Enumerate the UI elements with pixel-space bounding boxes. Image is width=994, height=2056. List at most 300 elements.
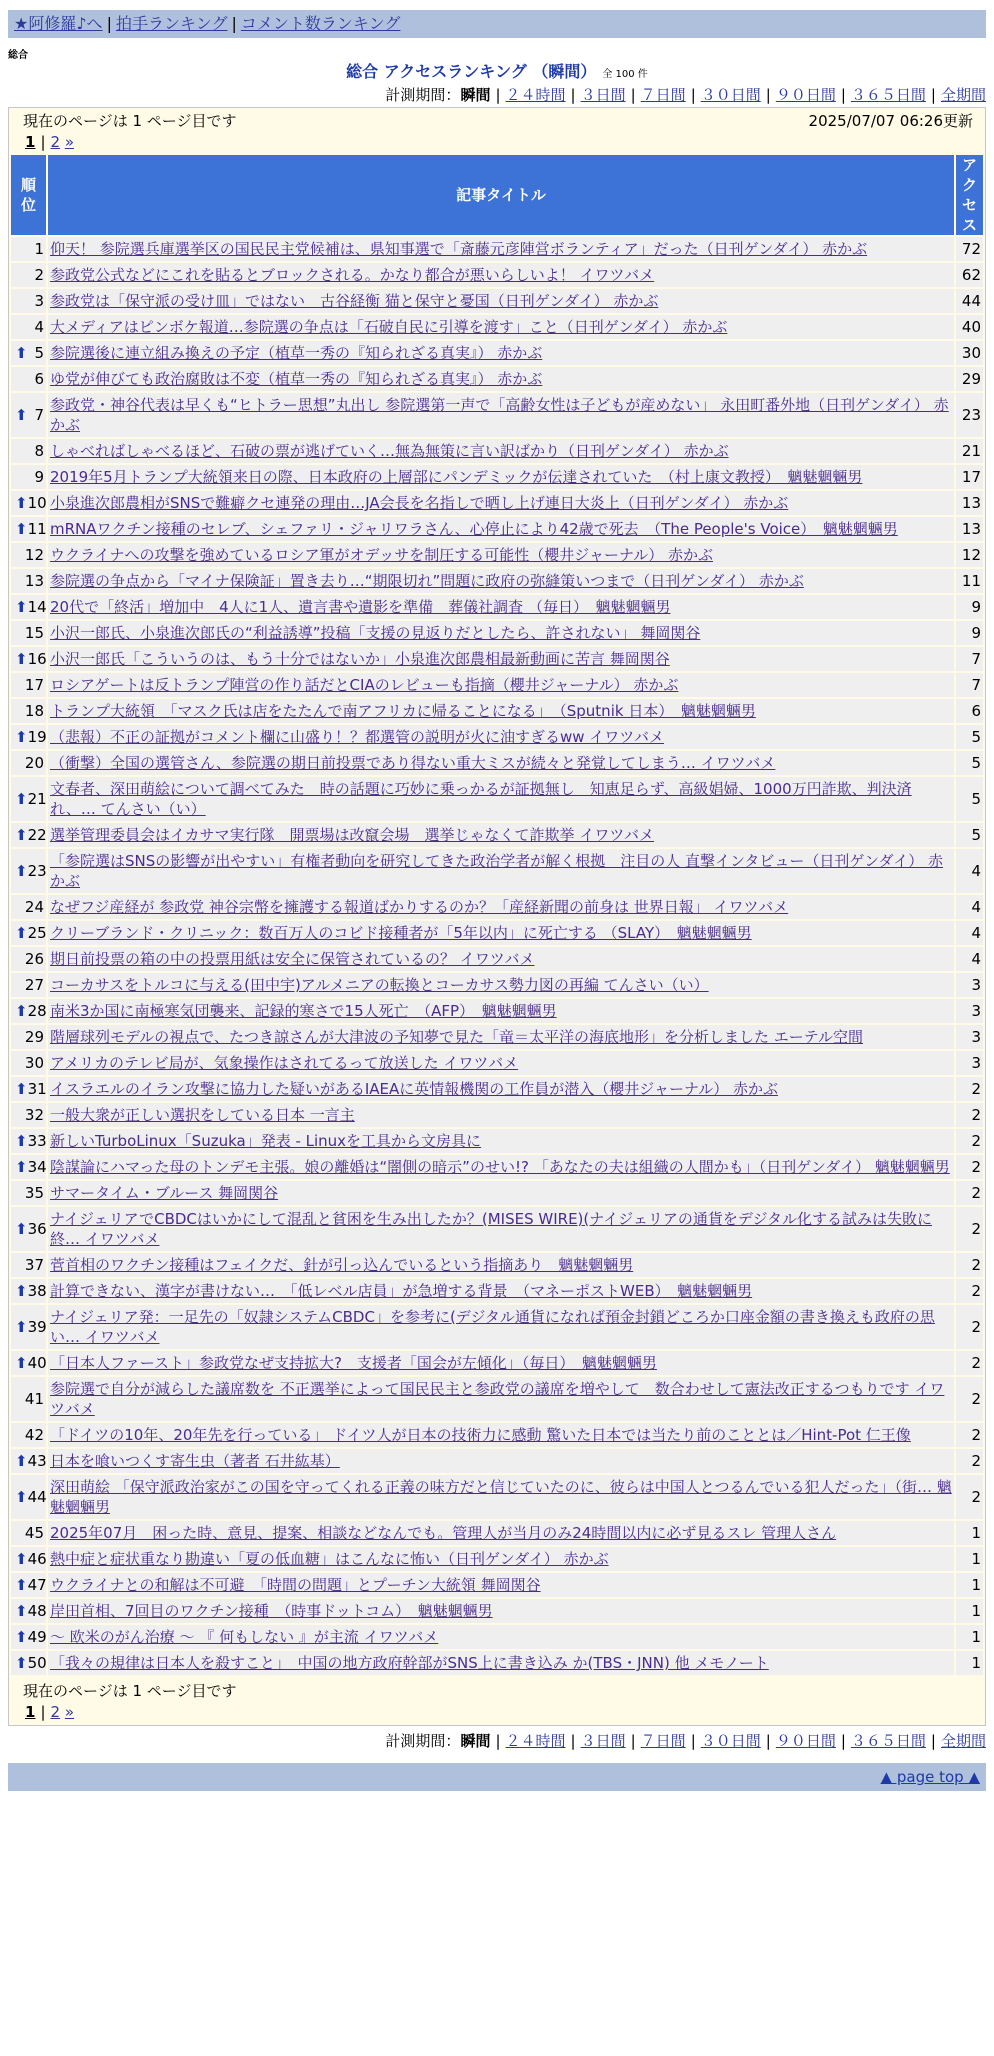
access-count: 1 bbox=[956, 1625, 983, 1649]
rank-cell bbox=[11, 621, 46, 645]
rank-number: 40 bbox=[27, 1354, 47, 1372]
access-count: 5 bbox=[956, 751, 983, 775]
period-link[interactable]: 全期間 bbox=[940, 1732, 986, 1750]
period-link[interactable]: ９０日間 bbox=[775, 86, 836, 104]
article-link[interactable]: 選挙管理委員会はイカサマ実行隊 開票場は改竄会場 選挙じゃなくて詐欺挙 イワツバメ bbox=[50, 826, 655, 844]
rank-number: 2 bbox=[34, 266, 44, 284]
article-link[interactable]: ナイジェリア発：一足先の「奴隷システムCBDC」を参考に(デジタル通貨になれば預金封鎖どころか口座金額の書き換えも政府の思い… イワツバメ bbox=[50, 1308, 935, 1346]
title-cell bbox=[48, 1051, 954, 1075]
title-cell bbox=[48, 1207, 954, 1251]
title-cell bbox=[48, 1573, 954, 1597]
title-cell bbox=[48, 895, 954, 919]
article-link[interactable]: 一般大衆が正しい選択をしている日本 一言主 bbox=[50, 1106, 355, 1124]
title-cell bbox=[48, 289, 954, 313]
top-nav-bar bbox=[8, 10, 986, 38]
access-count: 2 bbox=[956, 1475, 983, 1519]
table-row bbox=[11, 341, 983, 365]
rank-number: 4 bbox=[34, 318, 44, 336]
period-link[interactable]: ２４時間 bbox=[505, 1732, 566, 1750]
period-label: 計測期間： bbox=[385, 86, 461, 104]
rank-cell bbox=[11, 1279, 46, 1303]
period-current: 瞬間 bbox=[460, 1732, 491, 1750]
rank-cell bbox=[11, 289, 46, 313]
access-count: 9 bbox=[956, 621, 983, 645]
rank-number: 45 bbox=[24, 1524, 44, 1542]
table-header-row bbox=[11, 155, 983, 235]
title-cell bbox=[48, 543, 954, 567]
article-link[interactable]: アメリカのテレビ局が、気象操作はされてるって放送した イワツバメ bbox=[50, 1054, 519, 1072]
article-link[interactable]: 「参院選はSNSの影響が出やすい」有権者動向を研究してきた政治学者が解く根拠 注目の人 直撃インタビュー（日刊ゲンダイ） 赤かぶ bbox=[50, 852, 944, 890]
period-link[interactable]: ３日間 bbox=[580, 1732, 626, 1750]
table-row bbox=[11, 947, 983, 971]
page-top-link[interactable]: ▲ page top ▲ bbox=[880, 1768, 980, 1786]
title-cell bbox=[48, 1155, 954, 1179]
access-count: 2 bbox=[956, 1207, 983, 1251]
article-link[interactable]: 熱中症と症状重なり勘違い「夏の低血糖」はこんなに怖い（日刊ゲンダイ） 赤かぶ bbox=[50, 1550, 609, 1568]
rank-number: 33 bbox=[27, 1132, 47, 1150]
rank-cell bbox=[11, 849, 46, 893]
article-link[interactable]: 参院選後に連立組み換えの予定（植草一秀の『知られざる真実』） 赤かぶ bbox=[50, 344, 543, 362]
table-row bbox=[11, 491, 983, 515]
rank-cell bbox=[11, 1449, 46, 1473]
next-page-link[interactable]: » bbox=[64, 1703, 75, 1721]
article-link[interactable]: 小沢一郎氏「こういうのは、もう十分ではないか」小泉進次郎農相最新動画に苦言 舞岡関谷 bbox=[50, 650, 670, 668]
article-link[interactable]: 南米3か国に南極寒気団襲来、記録的寒さで15人死亡 （AFP） 魑魅魍魎男 bbox=[50, 1002, 557, 1020]
title-cell bbox=[48, 1625, 954, 1649]
table-row bbox=[11, 1279, 983, 1303]
rank-up-arrow-icon: ⬆ bbox=[15, 344, 28, 362]
rank-cell bbox=[11, 595, 46, 619]
rank-number: 34 bbox=[27, 1158, 47, 1176]
rank-cell bbox=[11, 569, 46, 593]
column-title: 記事タイトル bbox=[48, 155, 954, 235]
table-row bbox=[11, 1155, 983, 1179]
table-row bbox=[11, 1423, 983, 1447]
rank-up-arrow-icon: ⬆ bbox=[15, 520, 28, 538]
title-cell bbox=[48, 315, 954, 339]
title-cell bbox=[48, 1103, 954, 1127]
period-link[interactable]: ３６５日間 bbox=[850, 1732, 926, 1750]
article-link[interactable]: トランプ大統領 「マスク氏は店をたたんで南アフリカに帰ることになる」 （Sputnik 日本） 魑魅魍魎男 bbox=[50, 702, 756, 720]
access-count: 2 bbox=[956, 1077, 983, 1101]
pagination bbox=[9, 131, 985, 153]
table-row bbox=[11, 1475, 983, 1519]
page-info bbox=[9, 108, 985, 131]
period-selector-bottom bbox=[8, 1729, 986, 1753]
table-row bbox=[11, 1129, 983, 1153]
rank-up-arrow-icon: ⬆ bbox=[15, 494, 28, 512]
page-current: 1 bbox=[25, 1703, 36, 1721]
rank-up-arrow-icon: ⬆ bbox=[15, 1132, 28, 1150]
access-count: 23 bbox=[956, 393, 983, 437]
period-link[interactable]: ３０日間 bbox=[700, 1732, 761, 1750]
title-cell bbox=[48, 569, 954, 593]
rank-cell bbox=[11, 237, 46, 261]
access-count: 3 bbox=[956, 1051, 983, 1075]
access-count: 1 bbox=[956, 1521, 983, 1545]
access-count: 4 bbox=[956, 895, 983, 919]
rank-number: 6 bbox=[34, 370, 44, 388]
rank-cell bbox=[11, 315, 46, 339]
article-link[interactable]: 日本を喰いつくす寄生虫（著者 石井紘基） bbox=[50, 1452, 340, 1470]
article-link[interactable]: 小泉進次郎農相がSNSで難癖クセ連発の理由…JA会長を名指しで晒し上げ連日大炎上（日刊ゲンダイ） 赤かぶ bbox=[50, 494, 789, 512]
rank-number: 14 bbox=[27, 598, 47, 616]
article-link[interactable]: 文春者、深田萌絵について調べてみた 時の話題に巧妙に乗っかるが証拠無し 知恵足らず、高級娼婦、1000万円詐欺、判決済れ、… てんさい（い） bbox=[50, 780, 912, 818]
access-count: 72 bbox=[956, 237, 983, 261]
access-count: 1 bbox=[956, 1651, 983, 1675]
access-count: 2 bbox=[956, 1351, 983, 1375]
table-row bbox=[11, 595, 983, 619]
table-row bbox=[11, 367, 983, 391]
table-row bbox=[11, 237, 983, 261]
period-link[interactable]: ３０日間 bbox=[700, 86, 761, 104]
rank-cell bbox=[11, 1103, 46, 1127]
table-row bbox=[11, 999, 983, 1023]
article-link[interactable]: 大メディアはピンボケ報道…参院選の争点は「石破自民に引導を渡す」こと（日刊ゲンダイ） 赤かぶ bbox=[50, 318, 728, 336]
rank-number: 13 bbox=[24, 572, 44, 590]
title-cell bbox=[48, 849, 954, 893]
rank-number: 41 bbox=[24, 1390, 44, 1408]
article-link[interactable]: 小沢一郎氏、小泉進次郎氏の“利益誘導”投稿「支援の見返りだとしたら、許されない」 舞岡関谷 bbox=[50, 624, 701, 642]
article-link[interactable]: クリーブランド・クリニック：数百万人のコビド接種者が「5年以内」に死亡する （SLAY） 魑魅魍魎男 bbox=[50, 924, 752, 942]
access-count: 21 bbox=[956, 439, 983, 463]
access-count: 5 bbox=[956, 777, 983, 821]
period-separator: | bbox=[930, 1732, 936, 1750]
applause-ranking-link[interactable]: 拍手ランキング bbox=[115, 14, 228, 33]
rank-number: 24 bbox=[24, 898, 44, 916]
period-link[interactable]: 全期間 bbox=[940, 86, 986, 104]
table-row bbox=[11, 725, 983, 749]
access-count: 62 bbox=[956, 263, 983, 287]
rank-number: 26 bbox=[24, 950, 44, 968]
title-cell bbox=[48, 1351, 954, 1375]
access-count: 2 bbox=[956, 1103, 983, 1127]
rank-cell bbox=[11, 465, 46, 489]
article-link[interactable]: 参政党公式などにこれを貼るとブロックされる。かなり都合が悪いらしいよ！ イワツバメ bbox=[50, 266, 655, 284]
article-link[interactable]: 参政党は「保守派の受け皿」ではない 古谷経衡 猫と保守と憂国（日刊ゲンダイ） 赤かぶ bbox=[50, 292, 659, 310]
access-count: 5 bbox=[956, 725, 983, 749]
rank-up-arrow-icon: ⬆ bbox=[15, 1488, 28, 1506]
rank-up-arrow-icon: ⬆ bbox=[15, 1158, 28, 1176]
rank-cell bbox=[11, 673, 46, 697]
rank-number: 18 bbox=[24, 702, 44, 720]
access-count: 44 bbox=[956, 289, 983, 313]
article-link[interactable]: 参政党・神谷代表は早くも“ヒトラー思想”丸出し 参院選第一声で「高齢女性は子どもが産めない」 永田町番外地（日刊ゲンダイ） 赤かぶ bbox=[50, 396, 949, 434]
table-row bbox=[11, 289, 983, 313]
title-cell bbox=[48, 1279, 954, 1303]
article-link[interactable]: 20代で「終活」増加中 4人に1人、遺言書や遺影を準備 葬儀社調査 （毎日） 魑魅魍魎男 bbox=[50, 598, 671, 616]
table-row bbox=[11, 1651, 983, 1675]
article-link[interactable]: （悲報）不正の証拠がコメント欄に山盛り！？都選管の説明が火に油すぎるww イワツバメ bbox=[50, 728, 665, 746]
rank-up-arrow-icon: ⬆ bbox=[15, 1220, 28, 1238]
rank-up-arrow-icon: ⬆ bbox=[15, 1354, 28, 1372]
article-link[interactable]: 仰天！ 参院選兵庫選挙区の国民民主党候補は、県知事選で「斎藤元彦陣営ボランティア」だった（日刊ゲンダイ） 赤かぶ bbox=[50, 240, 868, 258]
rank-up-arrow-icon: ⬆ bbox=[15, 1602, 28, 1620]
article-link[interactable]: ウクライナへの攻撃を強めているロシア軍がオデッサを制圧する可能性（櫻井ジャーナル） 赤かぶ bbox=[50, 546, 713, 564]
comment-ranking-link[interactable]: コメント数ランキング bbox=[240, 14, 401, 33]
article-link[interactable]: 「日本人ファースト」参政党なぜ支持拡大? 支援者「国会が左傾化」（毎日） 魑魅魍魎男 bbox=[50, 1354, 657, 1372]
period-link[interactable]: ３日間 bbox=[580, 86, 626, 104]
table-row bbox=[11, 263, 983, 287]
table-row bbox=[11, 517, 983, 541]
rank-cell bbox=[11, 1181, 46, 1205]
rank-cell bbox=[11, 777, 46, 821]
rank-number: 31 bbox=[27, 1080, 47, 1098]
period-separator: | bbox=[765, 86, 771, 104]
rank-number: 23 bbox=[27, 862, 47, 880]
article-link[interactable]: しゃべればしゃべるほど、石破の票が逃げていく…無為無策に言い訳ばかり（日刊ゲンダイ） 赤かぶ bbox=[50, 442, 729, 460]
rank-number: 19 bbox=[27, 728, 47, 746]
article-link[interactable]: 「ドイツの10年、20年先を行っている」 ドイツ人が日本の技術力に感動 驚いた日本では当たり前のこととは／Hint-Pot 仁王像 bbox=[50, 1426, 911, 1444]
article-link[interactable]: 「我々の規律は日本人を殺すこと」 中国の地方政府幹部がSNS上に書き込み か(TBS・JNN) 他 メモノート bbox=[50, 1654, 769, 1672]
next-page-link[interactable]: » bbox=[64, 133, 75, 151]
article-link[interactable]: 2025年07月 困った時、意見、提案、相談などなんでも。管理人が当月のみ24時間以内に必ず見るスレ 管理人さん bbox=[50, 1524, 837, 1542]
nav-separator: | bbox=[106, 14, 112, 33]
rank-up-arrow-icon: ⬆ bbox=[15, 598, 28, 616]
article-link[interactable]: 計算できない、漢字が書けない… 「低レベル店員」が急増する背景 （マネーポストWEB） 魑魅魍魎男 bbox=[50, 1282, 753, 1300]
rank-number: 1 bbox=[34, 240, 44, 258]
rank-number: 22 bbox=[27, 826, 47, 844]
period-separator: | bbox=[630, 1732, 636, 1750]
rank-cell bbox=[11, 1025, 46, 1049]
rank-cell bbox=[11, 699, 46, 723]
rank-cell bbox=[11, 1051, 46, 1075]
article-link[interactable]: ～ 欧米のがん治療 ～ 『 何もしない 』が主流 イワツバメ bbox=[50, 1628, 439, 1646]
period-separator: | bbox=[765, 1732, 771, 1750]
rank-cell bbox=[11, 999, 46, 1023]
access-count: 3 bbox=[956, 999, 983, 1023]
rank-up-arrow-icon: ⬆ bbox=[15, 650, 28, 668]
rank-cell bbox=[11, 1077, 46, 1101]
rank-number: 43 bbox=[27, 1452, 47, 1470]
access-count: 1 bbox=[956, 1547, 983, 1571]
rank-number: 47 bbox=[27, 1576, 47, 1594]
table-row bbox=[11, 1305, 983, 1349]
rank-number: 9 bbox=[34, 468, 44, 486]
rank-number: 37 bbox=[24, 1256, 44, 1274]
period-separator: | bbox=[495, 86, 501, 104]
title-cell bbox=[48, 263, 954, 287]
table-row bbox=[11, 543, 983, 567]
table-row bbox=[11, 751, 983, 775]
table-row bbox=[11, 699, 983, 723]
access-count: 12 bbox=[956, 543, 983, 567]
ranking-rows bbox=[11, 237, 983, 1675]
rank-number: 32 bbox=[24, 1106, 44, 1124]
access-count: 2 bbox=[956, 1305, 983, 1349]
table-row bbox=[11, 777, 983, 821]
page-2-link[interactable]: 2 bbox=[50, 133, 61, 151]
period-link[interactable]: ３６５日間 bbox=[850, 86, 926, 104]
table-row bbox=[11, 1051, 983, 1075]
title-cell bbox=[48, 1521, 954, 1545]
title-cell bbox=[48, 341, 954, 365]
rank-up-arrow-icon: ⬆ bbox=[15, 406, 28, 424]
article-link[interactable]: mRNAワクチン接種のセレブ、シェファリ・ジャリワラさん、心停止により42歳で死去 （The People's Voice） 魑魅魍魎男 bbox=[50, 520, 898, 538]
access-count: 7 bbox=[956, 673, 983, 697]
table-row bbox=[11, 1103, 983, 1127]
rank-cell bbox=[11, 823, 46, 847]
rank-number: 30 bbox=[24, 1054, 44, 1072]
article-link[interactable]: ロシアゲートは反トランプ陣営の作り話だとCIAのレビューも指摘（櫻井ジャーナル） 赤かぶ bbox=[50, 676, 679, 694]
rank-up-arrow-icon: ⬆ bbox=[15, 1576, 28, 1594]
table-row bbox=[11, 973, 983, 997]
table-row bbox=[11, 569, 983, 593]
period-selector bbox=[8, 83, 986, 107]
access-count: 1 bbox=[956, 1573, 983, 1597]
rank-up-arrow-icon: ⬆ bbox=[15, 1282, 28, 1300]
column-rank: 順位 bbox=[11, 155, 46, 235]
article-link[interactable]: （衝撃）全国の選管さん、参院選の期日前投票であり得ない重大ミスが続々と発覚してしまう… イワツバメ bbox=[50, 754, 776, 772]
rank-cell bbox=[11, 543, 46, 567]
total-count: 全 100 件 bbox=[602, 69, 648, 80]
title-cell bbox=[48, 921, 954, 945]
access-count: 3 bbox=[956, 1025, 983, 1049]
rank-number: 25 bbox=[27, 924, 47, 942]
pager-separator: | bbox=[40, 1703, 46, 1721]
article-link[interactable]: なぜフジ産経が 参政党 神谷宗幣を擁護する報道ばかりするのか？「産経新聞の前身は 世界日報」 イワツバメ bbox=[50, 898, 789, 916]
access-count: 4 bbox=[956, 947, 983, 971]
page-2-link[interactable]: 2 bbox=[50, 1703, 61, 1721]
rank-cell bbox=[11, 1423, 46, 1447]
title-cell bbox=[48, 237, 954, 261]
access-count: 13 bbox=[956, 517, 983, 541]
table-row bbox=[11, 823, 983, 847]
rank-cell bbox=[11, 1305, 46, 1349]
rank-cell bbox=[11, 1475, 46, 1519]
title-cell bbox=[48, 1651, 954, 1675]
title-cell bbox=[48, 973, 954, 997]
pagination-bottom bbox=[9, 1701, 985, 1725]
title-cell bbox=[48, 491, 954, 515]
table-row bbox=[11, 1181, 983, 1205]
rank-number: 27 bbox=[24, 976, 44, 994]
article-link[interactable]: イスラエルのイラン攻撃に協力した疑いがあるIAEAに英情報機関の工作員が潜入（櫻井ジャーナル） 赤かぶ bbox=[50, 1080, 778, 1098]
title-cell bbox=[48, 1077, 954, 1101]
article-link[interactable]: 階層球列モデルの視点で、たつき諒さんが大津波の予知夢で見た「竜＝太平洋の海底地形」を分析しました エーテル空間 bbox=[50, 1028, 863, 1046]
title-cell bbox=[48, 999, 954, 1023]
page-title: 総合 アクセスランキング （瞬間） bbox=[346, 62, 597, 81]
rank-cell bbox=[11, 947, 46, 971]
rank-cell bbox=[11, 1651, 46, 1675]
article-link[interactable]: 2019年5月トランプ大統領来日の際、日本政府の上層部にパンデミックが伝達されていた （村上康文教授） 魑魅魍魎男 bbox=[50, 468, 863, 486]
rank-number: 29 bbox=[24, 1028, 44, 1046]
access-count: 1 bbox=[956, 1599, 983, 1623]
rank-cell bbox=[11, 1207, 46, 1251]
title-cell bbox=[48, 1475, 954, 1519]
rank-number: 5 bbox=[34, 344, 44, 362]
article-link[interactable]: ゆ党が伸びても政治腐敗は不変（植草一秀の『知られざる真実』） 赤かぶ bbox=[50, 370, 543, 388]
title-cell bbox=[48, 1181, 954, 1205]
article-link[interactable]: ウクライナとの和解は不可避 「時間の問題」とプーチン大統領 舞岡関谷 bbox=[50, 1576, 541, 1594]
table-row bbox=[11, 849, 983, 893]
table-row bbox=[11, 393, 983, 437]
article-link[interactable]: ナイジェリアでCBDCはいかにして混乱と貧困を生み出したか？(MISES WIRE)(ナイジェリアの通貨をデジタル化する試みは失敗に終… イワツバメ bbox=[50, 1210, 933, 1248]
period-separator: | bbox=[930, 86, 936, 104]
access-count: 2 bbox=[956, 1155, 983, 1179]
period-link[interactable]: ７日間 bbox=[640, 86, 686, 104]
ranking-heading bbox=[8, 61, 986, 83]
rank-number: 46 bbox=[27, 1550, 47, 1568]
rank-number: 39 bbox=[27, 1318, 47, 1336]
rank-number: 35 bbox=[24, 1184, 44, 1202]
period-link[interactable]: ９０日間 bbox=[775, 1732, 836, 1750]
title-cell bbox=[48, 439, 954, 463]
current-page-text: 現在のページは 1 ページ目です bbox=[23, 1682, 237, 1700]
rank-cell bbox=[11, 393, 46, 437]
table-row bbox=[11, 465, 983, 489]
rank-cell bbox=[11, 895, 46, 919]
rank-number: 7 bbox=[34, 406, 44, 424]
ranking-table bbox=[9, 153, 985, 1677]
title-cell bbox=[48, 1129, 954, 1153]
rank-up-arrow-icon: ⬆ bbox=[15, 1654, 28, 1672]
rank-number: 49 bbox=[27, 1628, 47, 1646]
article-link[interactable]: 期日前投票の箱の中の投票用紙は安全に保管されているの？ イワツバメ bbox=[50, 950, 535, 968]
home-link[interactable]: ★阿修羅♪へ bbox=[14, 14, 103, 33]
table-row bbox=[11, 621, 983, 645]
ranking-container bbox=[8, 107, 986, 1726]
title-cell bbox=[48, 1547, 954, 1571]
rank-number: 28 bbox=[27, 1002, 47, 1020]
period-separator: | bbox=[570, 86, 576, 104]
access-count: 40 bbox=[956, 315, 983, 339]
title-cell bbox=[48, 1305, 954, 1349]
rank-up-arrow-icon: ⬆ bbox=[15, 1550, 28, 1568]
title-cell bbox=[48, 517, 954, 541]
current-page-text: 現在のページは 1 ページ目です bbox=[23, 112, 237, 130]
table-row bbox=[11, 1207, 983, 1251]
rank-cell bbox=[11, 1351, 46, 1375]
article-link[interactable]: 深田萌絵 「保守派政治家がこの国を守ってくれる正義の味方だと信じていたのに、彼らは中国人とつるんでいる犯人だった」（街… 魑魅魍魎男 bbox=[50, 1478, 952, 1516]
rank-cell bbox=[11, 1155, 46, 1179]
article-link[interactable]: 参院選で自分が減らした議席数を 不正選挙によって国民民主と参政党の議席を増やして 数合わせして憲法改正するつもりです イワツバメ bbox=[50, 1380, 945, 1418]
title-cell bbox=[48, 947, 954, 971]
article-link[interactable]: 菅首相のワクチン接種はフェイクだ、針が引っ込んでいるという指摘あり 魑魅魍魎男 bbox=[50, 1256, 634, 1274]
rank-number: 3 bbox=[34, 292, 44, 310]
rank-up-arrow-icon: ⬆ bbox=[15, 1628, 28, 1646]
table-row bbox=[11, 647, 983, 671]
article-link[interactable]: 新しいTurboLinux「Suzuka」発表 - Linuxを工具から文房具に bbox=[50, 1132, 482, 1150]
period-link[interactable]: ７日間 bbox=[640, 1732, 686, 1750]
title-cell bbox=[48, 1253, 954, 1277]
access-count: 4 bbox=[956, 921, 983, 945]
access-count: 13 bbox=[956, 491, 983, 515]
article-link[interactable]: サマータイム・ブルース 舞岡関谷 bbox=[50, 1184, 279, 1202]
rank-number: 50 bbox=[27, 1654, 47, 1672]
title-cell bbox=[48, 699, 954, 723]
rank-cell bbox=[11, 491, 46, 515]
rank-up-arrow-icon: ⬆ bbox=[15, 826, 28, 844]
table-row bbox=[11, 1625, 983, 1649]
article-link[interactable]: コーカサスをトルコに与える(田中宇)アルメニアの転換とコーカサス勢力図の再編 てんさい（い） bbox=[50, 976, 709, 994]
period-separator: | bbox=[690, 1732, 696, 1750]
title-cell bbox=[48, 1423, 954, 1447]
table-row bbox=[11, 673, 983, 697]
period-separator: | bbox=[840, 1732, 846, 1750]
rank-cell bbox=[11, 751, 46, 775]
access-count: 17 bbox=[956, 465, 983, 489]
period-current: 瞬間 bbox=[460, 86, 491, 104]
period-separator: | bbox=[630, 86, 636, 104]
article-link[interactable]: 参院選の争点から「マイナ保険証」置き去り…“期限切れ”問題に政府の弥縫策いつまで（日刊ゲンダイ） 赤かぶ bbox=[50, 572, 804, 590]
article-link[interactable]: 陰謀論にハマった母のトンデモ主張。娘の離婚は“闇側の暗示”のせい!? 「あなたの夫は組織の人間かも」（日刊ゲンダイ） 魑魅魍魎男 bbox=[50, 1158, 950, 1176]
article-link[interactable]: 岸田首相、7回目のワクチン接種 （時事ドットコム） 魑魅魍魎男 bbox=[50, 1602, 493, 1620]
access-count: 2 bbox=[956, 1253, 983, 1277]
period-link[interactable]: ２４時間 bbox=[505, 86, 566, 104]
access-count: 2 bbox=[956, 1423, 983, 1447]
table-row bbox=[11, 1351, 983, 1375]
